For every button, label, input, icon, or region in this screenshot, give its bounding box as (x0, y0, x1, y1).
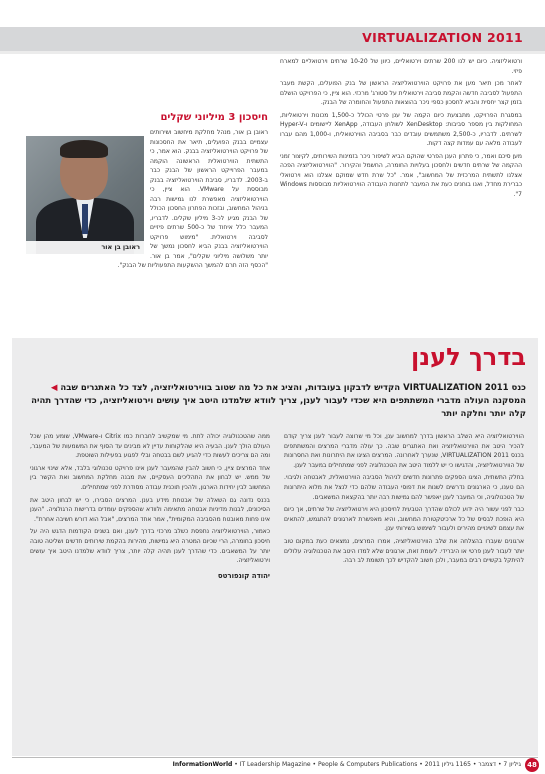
sidebar-text-block (26, 128, 268, 353)
lead-part-1: כנס VIRTUALIZATION 2011 הקדיש לדבקון בעובדות, והציג את כל מה שטוב בווירטואליזציה, לצד כל האתגרים שבה (60, 383, 526, 393)
paragraph: ארגונים שעברו בהצלחה את שלב הווירטואליזציה, אמרו המרצים, נמצאים כעת במקום טוב יותר לעבור לענן פרטי או היברידי. לעומת זאת, ארגונים שלא למדו היטב את הטכנולוגיה עלולים להיתקל בקשיים רבים במעבר, ולכן חשוב להקדיש לכך תשומת לב רבה. (284, 537, 524, 565)
article-title: בדרך לענן (410, 343, 526, 371)
footer-it-leadership: IT Leadership Magazine (239, 761, 311, 768)
article-lead (26, 382, 526, 421)
sidebar-paragraph: ראובן בן אור, מנהל מחלקת מיחשוב ושירותים עצמיים בבנק הפועלים, תיאר את החסכונות של פרויקט הווירטואליזציה בבנק. הוא אמר, כי התשתית הווירטואלית הראשונה הוקמה במעבר הפרוייקט הראשון של הבנק כבר ב-2003. לדבריו, סביבת הווירטואליזציה בבנק מבוססת על VMware. הוא ציין, כי הווירטואליזציה מאפשרת לנו גמישות רבה בניהול המחשוב, ובזכות הפתרון החסכון הכולל של הבנק מגיע לכ-3 מיליון שקלים. לדבריו, המעבר כלל איחוד של כ-500 שרתים פיזיים לסביבה וירטואלית. "מימוש פרויקט הווירטואליזציה בבנק הביא לחסכון נמשך של יותר משלושה מיליוני שקלים", אמר בן אור. "הכסף הזה תרם להמשך ההשקעות התפעוליות של הבנק". (117, 129, 268, 269)
footer-issue: 2011 גיליון 7 • דצמבר • 1165 גיליון (424, 761, 521, 768)
footer-separator: • (312, 761, 317, 768)
article-column-left (30, 432, 270, 742)
footer-publisher: People & Computers Publications (317, 761, 418, 768)
paragraph: הווירטואליזציה היא השלב הראשון בדרך למחשוב ענן, וכל מי שרוצה לעבור לענן צריך קודם להכיר היטב את הווירטואליזציה ואת האתגרים שבה. כך עולה מדברי המרצים והמשתתפים בכנס VIRTUALIZATION 2011, שנערך לאחרונה. המרצים הציגו את היתרונות ואת החסרונות של הווירטואליזציה, והדגישו כי יש ללמוד היטב את הטכנולוגיה לפני שמתחילים במעבר לענן. (284, 433, 524, 469)
footer-separator: • (234, 761, 238, 768)
top-article-column (280, 57, 522, 357)
paragraph: בחלק התשתית, הציגו הספקים פתרונות חדשים לניהול הסביבה הווירטואלית, לאבטחה ולגיבוי. הם טענו, כי הארגונים נדרשים לשנות את דפוסי העבודה שלהם כדי לנצל את מלוא היתרונות של הטכנולוגיה, וכי המעבר לענן יאפשר להם גמישות רבה יותר בהקצאת המשאבים. (284, 474, 524, 501)
paragraph: אחד המרצים ציין, כי חשוב להבין שהמעבר לענן אינו פרויקט טכנולוגי בלבד, אלא שינוי ארגוני של ממש. יש לבחון את התהליכים העסקיים, את מבנה מחלקת המחשוב ואת הקשר בין המחשוב לבין יחידות הארגון, ולהכין תוכנית עבודה מסודרת לפני שמתחילים. (30, 464, 270, 491)
page-number: 48 (525, 758, 539, 772)
lead-part-2: המסקנה העולה מדברי המשתתפים היא שכדי לעבור לענן, צריך לוודא שלמדנו היטב איך עושים וירטואליזציה, כדי שהדרך תהיה קלה יותר וחלקה יותר (31, 396, 526, 419)
footer-magazine: InformationWorld (172, 761, 233, 768)
paragraph: בכנס נדונה גם השאלה של אבטחת מידע בענן. המרצים הסבירו, כי יש לבחון היטב את הסיכונים, לבנות מדיניות אבטחה מתאימה ולוודא שהספקים עומדים בדרישות הרגולציה. "הענן אינו פחות מאובטח מהסביבה המקומית", אמר אחד המרצים, "אבל הוא דורש חשיבה אחרת". (30, 496, 270, 523)
footer-divider (12, 757, 538, 758)
paragraph: כאמור, הווירטואליזציה נתפסת כשלב מרכזי בדרך לענן, ואם בשנים הקודמות הדגש היה על חיסכון בחומרה, הרי שכיום המטרה היא גמישות, מהירות בהקמת שירותים חדשים ושליטה טובה יותר על המשאבים. כדי שהדרך לענן תהיה קלה יותר, צריך לוודא שלמדנו היטב איך עושים וירטואליזציה. (30, 528, 270, 565)
paragraph: לאחר מכן תיאר מען את פרויקט הווירטואליזציה הראשון של בנק הפועלים, הקשת מעבר התפעול לסביבה חדשה והקמת סביבה וירטואלית על סטורג' מרכזי. הוא ציין, כי הפרויקט הושלם בזמן קצר יחסית והביא לחסכון כספי ניכר בהוצאות התפעול והחומרה של הבנק. (280, 80, 522, 106)
article-author: יהודה קונפורטס (217, 571, 270, 580)
photo-caption: ראובן בן אור (26, 241, 144, 254)
paragraph: כבר לפני עשור היה ידוע לכולם שהדרך הטבעית לחיסכון היא וירטואליזציה של שרתים, אך כיום היא הופכת לבסיס של כל ארכיטקטורת המחשוב, והיא מאפשרת לארגונים להתגמש, להתאים את עצמם לשינויים מהירים ולעבור לשימוש בשירותי ענן. (284, 506, 524, 533)
article-column-right (284, 432, 524, 742)
sidebar-title: חיסכון 3 מיליוני שקלים (160, 112, 268, 123)
paragraph: ורטואליזציה. כיום יש לנו 200 שרתים וירטואליים, כיוון של 10-20 שרתים וירטואליים למארח פיזי. (280, 58, 522, 75)
footer-separator: • (419, 761, 423, 768)
section-title: VIRTUALIZATION 2011 (362, 30, 523, 45)
paragraph: מען סיכם ואמר, כי פתרון הענן הפרטי שהוקם הביא לשיפור ניכר בזמינות השירותים, לקיצור זמני ההקמה של שרתים חדשים ולחסכון בעלויות החומרה, החשמל והקירור. "הווירטואליזציה הפכה אצלנו לתשתית המרכזית של המחשוב", אמר. "כל שרת חדש שמוקם אצלנו הוא וירטואלי כברירת מחדל, ואנו בוחנים כעת את המעבר לתחנות העבודה הווירטואליות מבוססות Windows 7". (280, 152, 522, 198)
paragraph: במסגרת הפרויקט, מתבצעת כיום הקמה של ענן פרטי הכולל כ-1,500 מכונות וירטואליות, המחולקות בין מספר סביבות: XenDesktop לשולחן העבודה, XenApp ליישומים ו-Hyper-V לשרתים. לדבריו, כ-2,500 משתמשים עובדים כבר בסביבה הווירטואלית, ו-1,000 מהם עברו לעבודה מלאה עם עמדות קצה דקות. (280, 111, 522, 147)
footer-credits (173, 761, 521, 768)
paragraph: ממה שהטכנולוגיה יכולה לתת. מי שמקשיב לחברות כמו Citrix ו-VMware, שומע מהן שכל העולם הולך לענן. הבעיה היא שהלקוחות עדיין לא מבינים עד הסוף את המשמעות של המעבר, ומה הם צריכים לעשות כדי להגיע לשם בבטחה ובלי לפגוע בפעילות השוטפת. (30, 433, 270, 460)
portrait-photo (26, 136, 144, 254)
triangle-bullet-icon: ◀ (50, 383, 58, 393)
